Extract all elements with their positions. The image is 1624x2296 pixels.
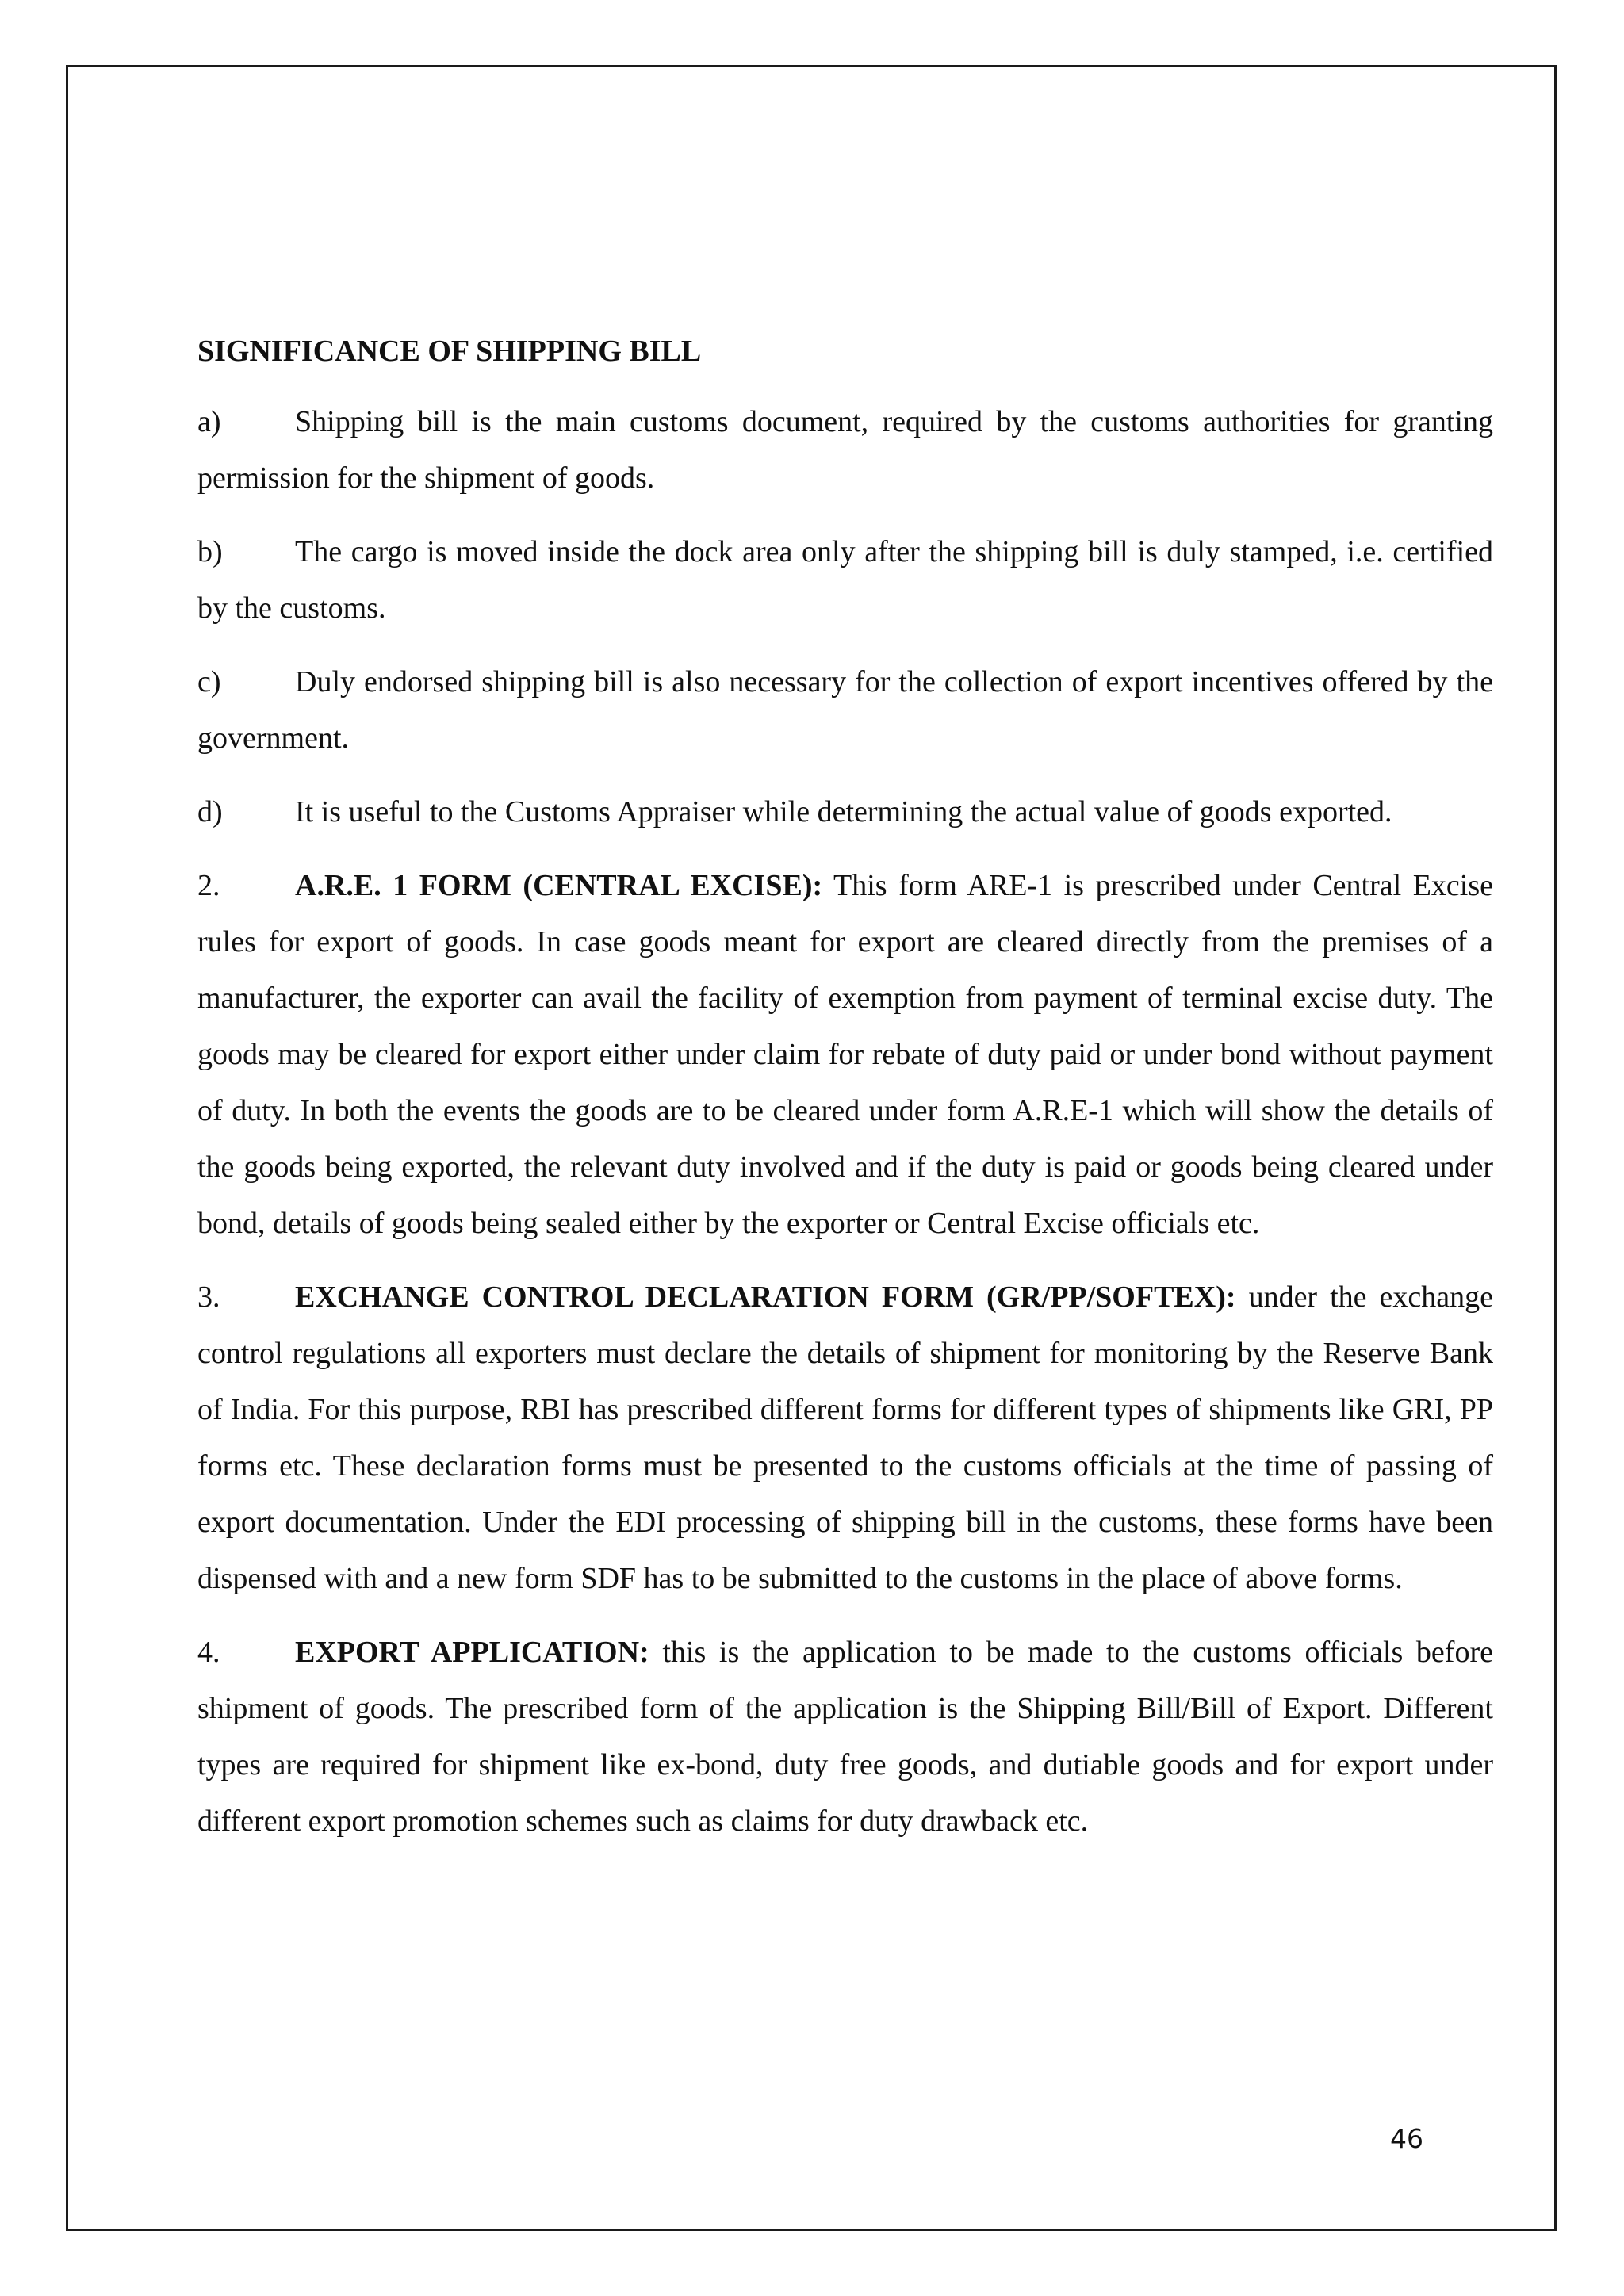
item-marker: b): [197, 535, 223, 568]
section-export-application: [197, 1624, 1493, 1850]
item-text: This form ARE-1 is prescribed under Central Excise rules for export of goods. In case goods meant for export are cleared directly from the premises of a manufacturer, the exporter can avail the facility of exemption from payment of terminal excise duty. The goods may be cleared for export either under claim for rebate of duty paid or under bond without payment of duty. In both the events the goods are to be cleared under form A.R.E-1 which will show the details of the goods being exported, the relevant duty involved and if the duty is paid or goods being cleared under bond, details of goods being sealed either by the exporter or Central Excise officials etc.: [197, 869, 1493, 1240]
list-item-b: [197, 524, 1493, 637]
item-text: this is the application to be made to the customs officials before shipment of goods. The prescribed form of the application is the Shipping Bill/Bill of Export. Different types are required for shipment like ex-bond, duty free goods, and dutiable goods and for export under different export promotion schemes such as claims for duty drawback etc.: [197, 1636, 1493, 1838]
item-marker: 3.: [197, 1280, 220, 1314]
item-text: Shipping bill is the main customs document, required by the customs authorities for granting permission for the shipment of goods.: [197, 405, 1493, 495]
list-item-a: [197, 394, 1493, 507]
page-number: 46: [1390, 2123, 1423, 2154]
list-item-d: [197, 784, 1493, 840]
item-text: Duly endorsed shipping bill is also necessary for the collection of export incentives offered by the government.: [197, 665, 1493, 755]
item-marker: 4.: [197, 1636, 220, 1669]
item-marker: 2.: [197, 869, 220, 902]
item-title: EXCHANGE CONTROL DECLARATION FORM (GR/PP/SOFTEX):: [295, 1280, 1236, 1314]
list-item-c: [197, 654, 1493, 767]
item-text: The cargo is moved inside the dock area only after the shipping bill is duly stamped, i.e. certified by the customs.: [197, 535, 1493, 625]
section-heading: SIGNIFICANCE OF SHIPPING BILL: [197, 335, 702, 368]
document-body: [197, 329, 1493, 1867]
section-exchange-control: [197, 1269, 1493, 1607]
item-marker: a): [197, 405, 221, 438]
item-title: EXPORT APPLICATION:: [295, 1636, 649, 1669]
item-marker: d): [197, 795, 223, 828]
item-title: A.R.E. 1 FORM (CENTRAL EXCISE):: [295, 869, 823, 902]
item-marker: c): [197, 665, 221, 698]
item-text: It is useful to the Customs Appraiser while determining the actual value of goods exported.: [295, 795, 1392, 828]
section-are1-form: [197, 858, 1493, 1252]
item-text: under the exchange control regulations all exporters must declare the details of shipment for monitoring by the Reserve Bank of India. For this purpose, RBI has prescribed different forms for different types of shipments like GRI, PP forms etc. These declaration forms must be presented to the customs officials at the time of passing of export documentation. Under the EDI processing of shipping bill in the customs, these forms have been dispensed with and a new form SDF has to be submitted to the customs in the place of above forms.: [197, 1280, 1494, 1595]
